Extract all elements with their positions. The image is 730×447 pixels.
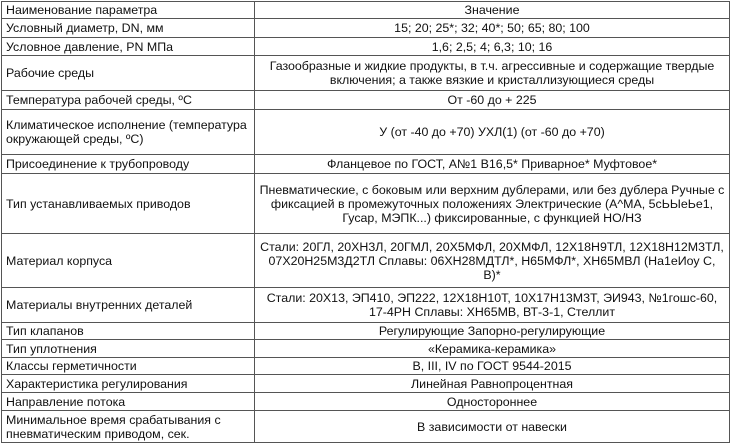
table-row: [2, 375, 730, 393]
row-value: В, III, IV по ГОСТ 9544-2015: [255, 358, 730, 375]
row-value: Стали: 20ГЛ, 20ХН3Л, 20ГМЛ, 20Х5МФЛ, 20ХМФЛ, 12Х18Н9ТЛ, 12Х18Н12М3ТЛ, 07Х20Н25М3Д2ТЛ Сплавы: 06ХН28МДТЛ*, Н65МФЛ*, ХН65МВЛ (На1еИоу С, В)*: [255, 234, 730, 288]
table-row: [2, 393, 730, 411]
table-row: [2, 155, 730, 174]
table-row: [2, 174, 730, 234]
table-row: [2, 340, 730, 358]
row-value: Регулирующие Запорно-регулирующие: [255, 323, 730, 340]
row-param: Температура рабочей среды, ºС: [2, 91, 255, 110]
table-row: [2, 288, 730, 323]
spec-table: [1, 1, 730, 443]
row-value: Газообразные и жидкие продукты, в т.ч. агрессивные и содержащие твердые включения; а также вязкие и кристаллизующиеся среды: [255, 56, 730, 91]
row-param: Присоединение к трубопроводу: [2, 155, 255, 174]
row-param: Минимальное время срабатывания с пневматическим приводом, сек.: [2, 411, 255, 443]
table-row: [2, 91, 730, 110]
row-value: «Керамика-керамика»: [255, 340, 730, 358]
row-value: Фланцевое по ГОСТ, А№1 В16,5* Приварное* Муфтовое*: [255, 155, 730, 174]
row-value: У (от -40 до +70) УХЛ(1) (от -60 до +70): [255, 110, 730, 155]
row-param: Тип клапанов: [2, 323, 255, 340]
header-value: Значение: [255, 2, 730, 19]
row-value: Пневматические, с боковым или верхним дублерами, или без дублера Ручные с фиксацией в промежуточных положениях Электрические (А^МА, 5сЬЫеЬе1, Гусар, МЭПК...) фиксированные, с функцией НО/НЗ: [255, 174, 730, 234]
table-row: [2, 234, 730, 288]
row-value: В зависимости от навески: [255, 411, 730, 443]
row-param: Классы герметичности: [2, 358, 255, 375]
table-row: [2, 358, 730, 375]
table-row: [2, 411, 730, 443]
row-param: Материал корпуса: [2, 234, 255, 288]
row-value: Стали: 20Х13, ЭП410, ЭП222, 12Х18Н10Т, 10Х17Н13М3Т, ЭИ943, №1гошс-60, 17-4РН Сплавы: ХН65МВ, ВТ-3-1, Стеллит: [255, 288, 730, 323]
row-param: Направление потока: [2, 393, 255, 411]
row-value: Линейная Равнопроцентная: [255, 375, 730, 393]
row-value: От -60 до + 225: [255, 91, 730, 110]
row-param: Тип уплотнения: [2, 340, 255, 358]
row-value: 15; 20; 25*; 32; 40*; 50; 65; 80; 100: [255, 19, 730, 38]
row-param: Климатическое исполнение (температура окружающей среды, ºС): [2, 110, 255, 155]
row-param: Условное давление, PN МПа: [2, 38, 255, 56]
table-row: [2, 110, 730, 155]
row-param: Условный диаметр, DN, мм: [2, 19, 255, 38]
row-param: Рабочие среды: [2, 56, 255, 91]
table-row: [2, 19, 730, 38]
row-param: Характеристика регулирования: [2, 375, 255, 393]
table-row: [2, 323, 730, 340]
row-param: Тип устанавливаемых приводов: [2, 174, 255, 234]
table-row: [2, 38, 730, 56]
row-value: 1,6; 2,5; 4; 6,3; 10; 16: [255, 38, 730, 56]
table-row: [2, 56, 730, 91]
row-param: Материалы внутренних деталей: [2, 288, 255, 323]
header-param: Наименование параметра: [2, 2, 255, 19]
row-value: Одностороннее: [255, 393, 730, 411]
header-row: [2, 2, 730, 19]
